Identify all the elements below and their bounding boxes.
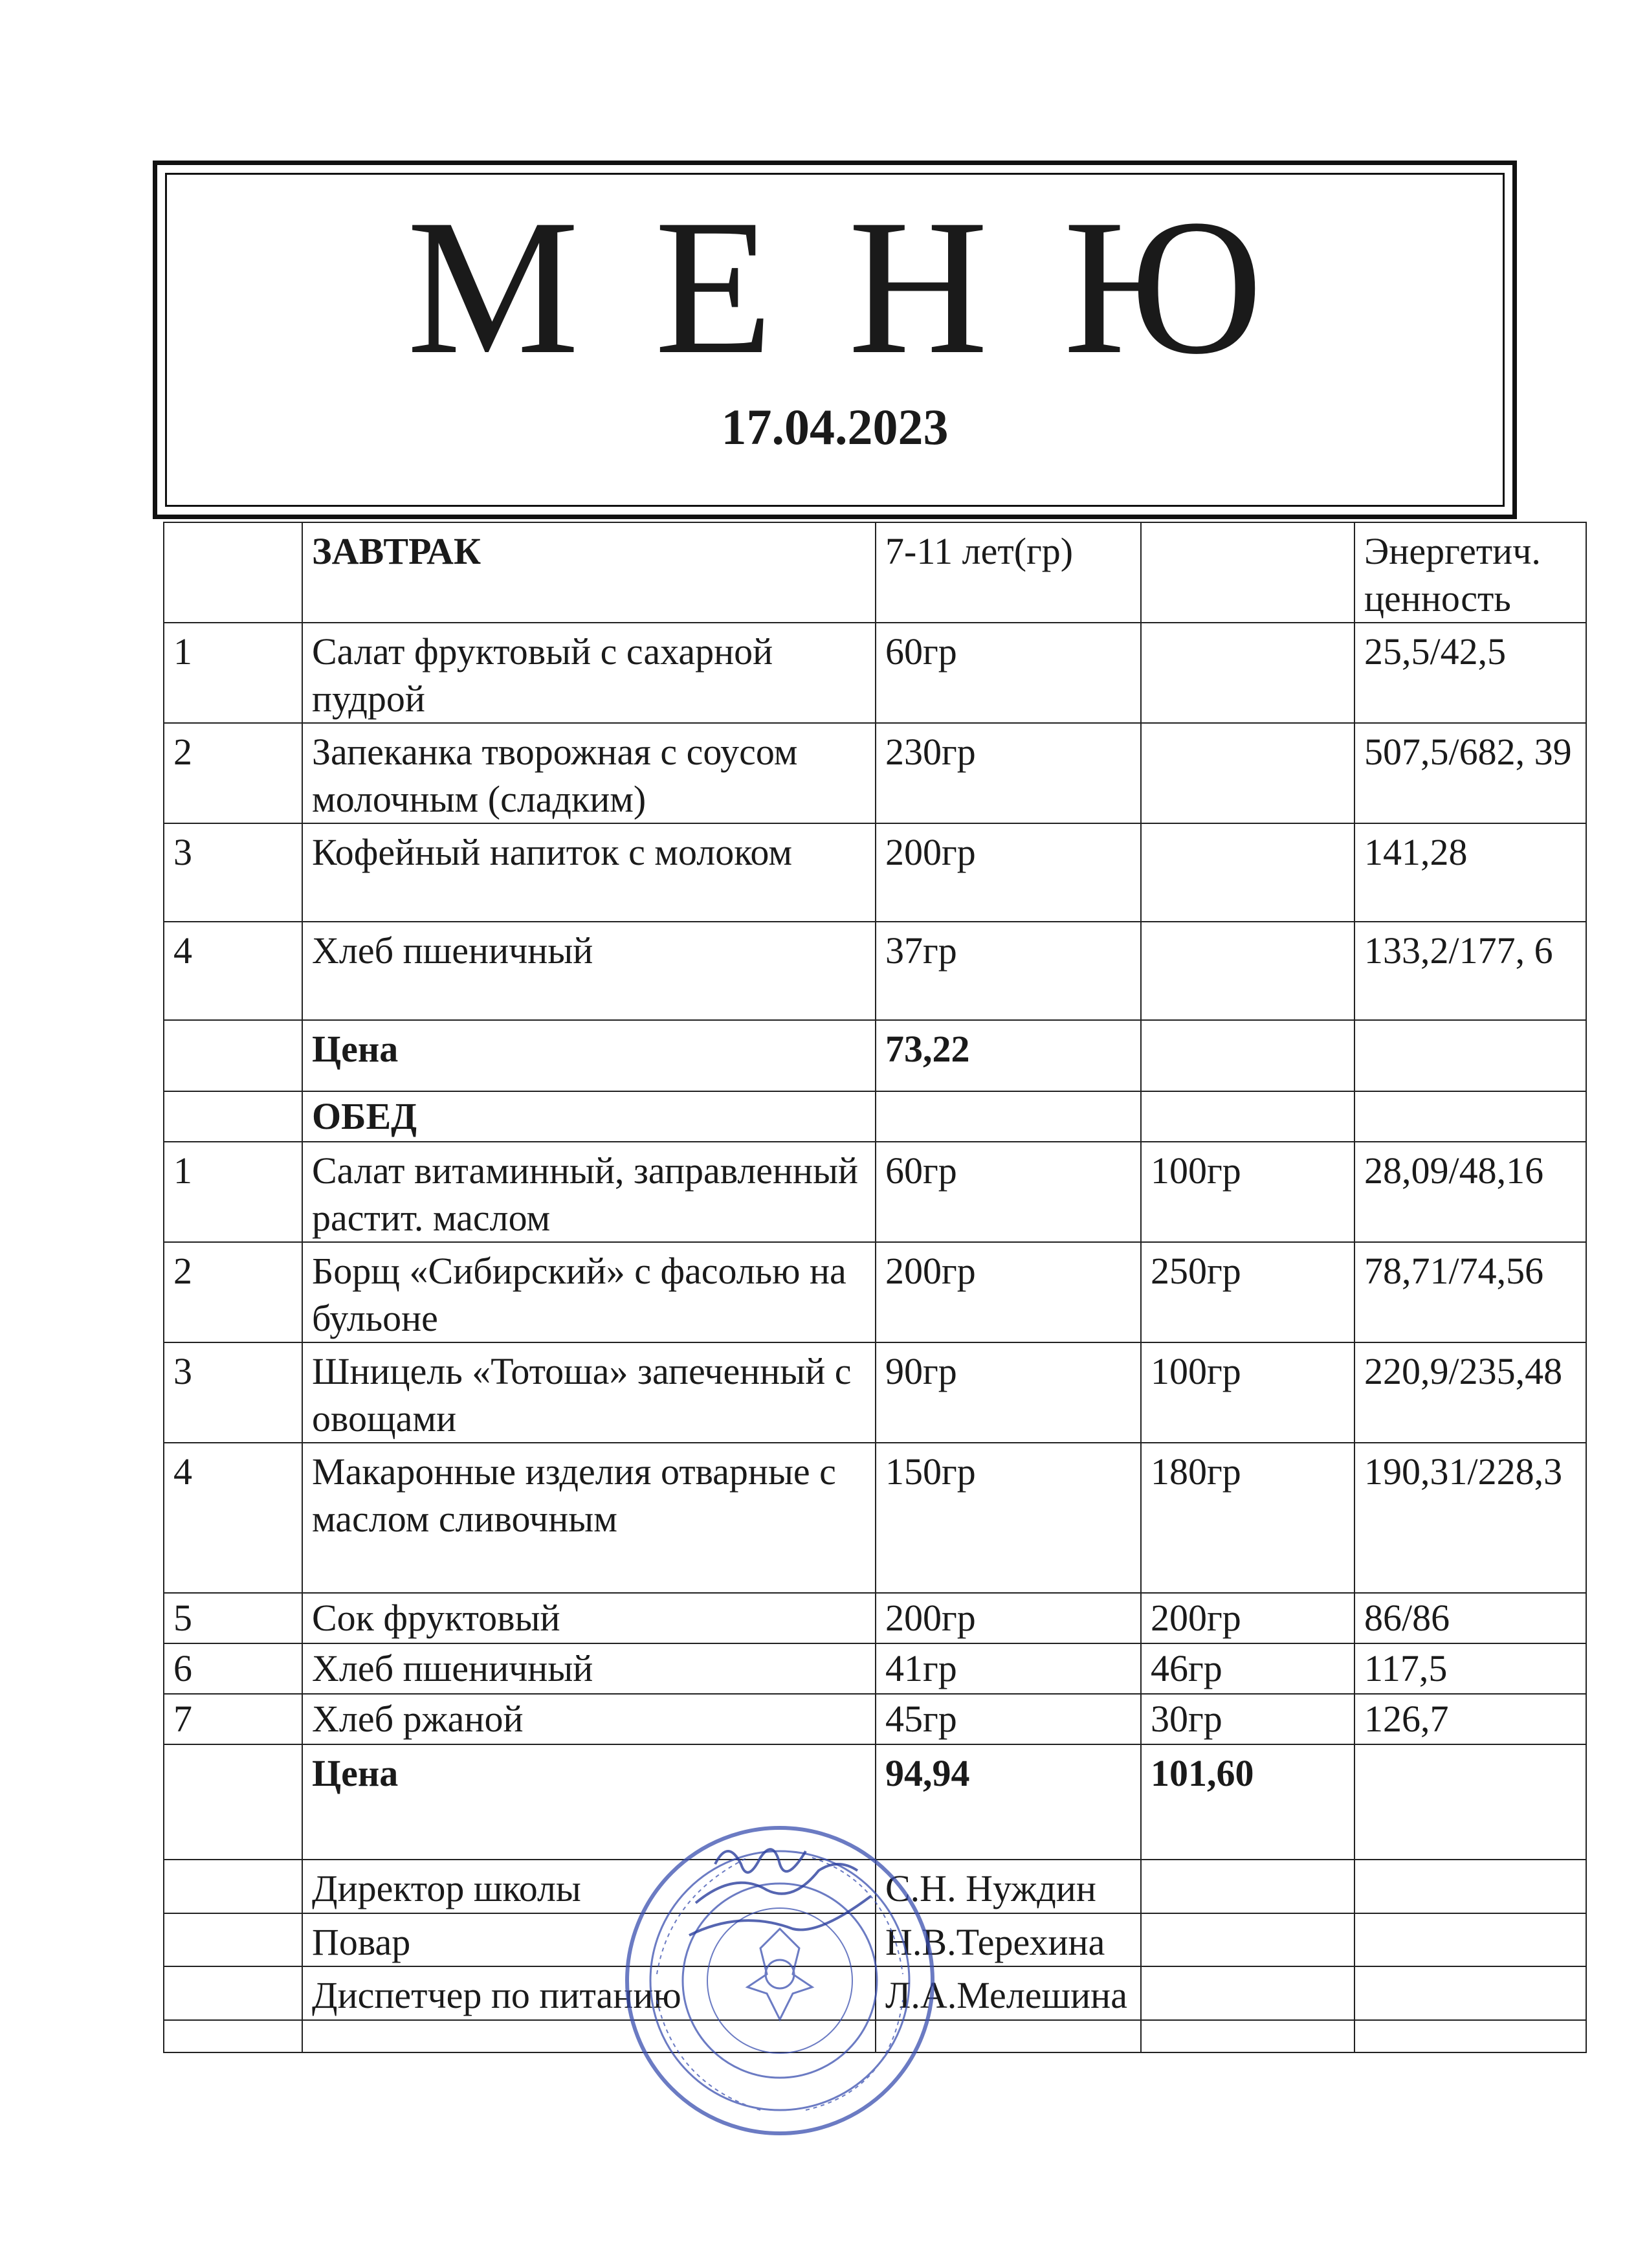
table-row: [164, 823, 1586, 922]
breakfast-header-row: [164, 522, 1586, 623]
item-weight-2: [1141, 922, 1354, 1020]
signature-role: Директор школы: [302, 1860, 876, 1913]
item-name: Шницель «Тотоша» запеченный с овощами: [302, 1342, 876, 1443]
item-weight-2: 250гр: [1141, 1242, 1354, 1342]
signature-role: Диспетчер по питанию: [302, 1966, 876, 2020]
item-name: Макаронные изделия отварные с маслом сливочным: [302, 1443, 876, 1593]
item-weight-1: 90гр: [876, 1342, 1141, 1443]
table-row: [164, 1593, 1586, 1643]
item-energy: 25,5/42,5: [1354, 623, 1586, 723]
item-name: Хлеб пшеничный: [302, 1643, 876, 1694]
table-row: [164, 723, 1586, 823]
item-number: 2: [164, 1242, 302, 1342]
item-name: Кофейный напиток с молоком: [302, 823, 876, 922]
item-weight-1: 60гр: [876, 1142, 1141, 1242]
item-energy: 141,28: [1354, 823, 1586, 922]
item-number: 4: [164, 922, 302, 1020]
table-row: [164, 922, 1586, 1020]
item-weight-1: 200гр: [876, 1593, 1141, 1643]
item-weight-2: 180гр: [1141, 1443, 1354, 1593]
table-row: [164, 623, 1586, 723]
title-letter: Н: [848, 179, 989, 394]
item-weight-1: 200гр: [876, 823, 1141, 922]
lunch-heading: ОБЕД: [302, 1091, 876, 1142]
item-energy: 28,09/48,16: [1354, 1142, 1586, 1242]
breakfast-heading: ЗАВТРАК: [302, 522, 876, 623]
item-name: Запеканка творожная с соусом молочным (сладким): [302, 723, 876, 823]
breakfast-price: 73,22: [876, 1020, 1141, 1091]
item-energy: 133,2/177, 6: [1354, 922, 1586, 1020]
title-letter: Ю: [1063, 179, 1263, 394]
item-number: 1: [164, 623, 302, 723]
signature-role: Повар: [302, 1913, 876, 1967]
item-weight-2: 30гр: [1141, 1694, 1354, 1744]
item-number: 4: [164, 1443, 302, 1593]
lunch-price-label: Цена: [302, 1744, 876, 1860]
item-name: Борщ «Сибирский» с фасолью на бульоне: [302, 1242, 876, 1342]
item-number: 5: [164, 1593, 302, 1643]
energy-header: Энергетич. ценность: [1354, 522, 1586, 623]
breakfast-price-label: Цена: [302, 1020, 876, 1091]
official-stamp-icon: [618, 1819, 942, 2142]
item-weight-2: [1141, 723, 1354, 823]
item-weight-2: [1141, 623, 1354, 723]
item-weight-1: 230гр: [876, 723, 1141, 823]
item-name: Хлеб ржаной: [302, 1694, 876, 1744]
table-row: [164, 1443, 1586, 1593]
item-energy: 507,5/682, 39: [1354, 723, 1586, 823]
signature-name: С.Н. Нуждин: [876, 1860, 1141, 1913]
table-row: [164, 1694, 1586, 1744]
item-energy: 220,9/235,48: [1354, 1342, 1586, 1443]
lunch-header-row: [164, 1091, 1586, 1142]
item-weight-2: [1141, 823, 1354, 922]
item-name: Салат витаминный, заправленный растит. маслом: [302, 1142, 876, 1242]
title-letter: Е: [654, 179, 773, 394]
table-row: [164, 1142, 1586, 1242]
item-energy: 86/86: [1354, 1593, 1586, 1643]
lunch-price-2: 101,60: [1141, 1744, 1354, 1860]
menu-title: [157, 179, 1512, 394]
item-number: 3: [164, 1342, 302, 1443]
item-name: Сок фруктовый: [302, 1593, 876, 1643]
item-energy: 117,5: [1354, 1643, 1586, 1694]
title-letter: М: [406, 179, 580, 394]
menu-date: 17.04.2023: [721, 399, 949, 455]
table-row: [164, 1643, 1586, 1694]
menu-header-box: [153, 161, 1517, 519]
item-weight-2: 100гр: [1141, 1142, 1354, 1242]
item-energy: 126,7: [1354, 1694, 1586, 1744]
item-number: 6: [164, 1643, 302, 1694]
item-weight-2: 200гр: [1141, 1593, 1354, 1643]
item-weight-1: 37гр: [876, 922, 1141, 1020]
item-weight-1: 45гр: [876, 1694, 1141, 1744]
item-number: 1: [164, 1142, 302, 1242]
item-energy: 190,31/228,3: [1354, 1443, 1586, 1593]
item-number: 3: [164, 823, 302, 922]
table-row: [164, 1342, 1586, 1443]
item-weight-1: 150гр: [876, 1443, 1141, 1593]
item-weight-1: 41гр: [876, 1643, 1141, 1694]
table-row: [164, 1242, 1586, 1342]
item-number: 7: [164, 1694, 302, 1744]
item-name: Салат фруктовый с сахарной пудрой: [302, 623, 876, 723]
signature-name: Н.В.Терехина: [876, 1913, 1141, 1967]
lunch-price-1: 94,94: [876, 1744, 1141, 1860]
breakfast-price-row: [164, 1020, 1586, 1091]
item-weight-1: 60гр: [876, 623, 1141, 723]
item-energy: 78,71/74,56: [1354, 1242, 1586, 1342]
item-weight-1: 200гр: [876, 1242, 1141, 1342]
item-number: 2: [164, 723, 302, 823]
signature-name: Л.А.Мелешина: [876, 1966, 1141, 2020]
age-header: 7-11 лет(гр): [876, 522, 1141, 623]
item-name: Хлеб пшеничный: [302, 922, 876, 1020]
item-weight-2: 46гр: [1141, 1643, 1354, 1694]
item-weight-2: 100гр: [1141, 1342, 1354, 1443]
